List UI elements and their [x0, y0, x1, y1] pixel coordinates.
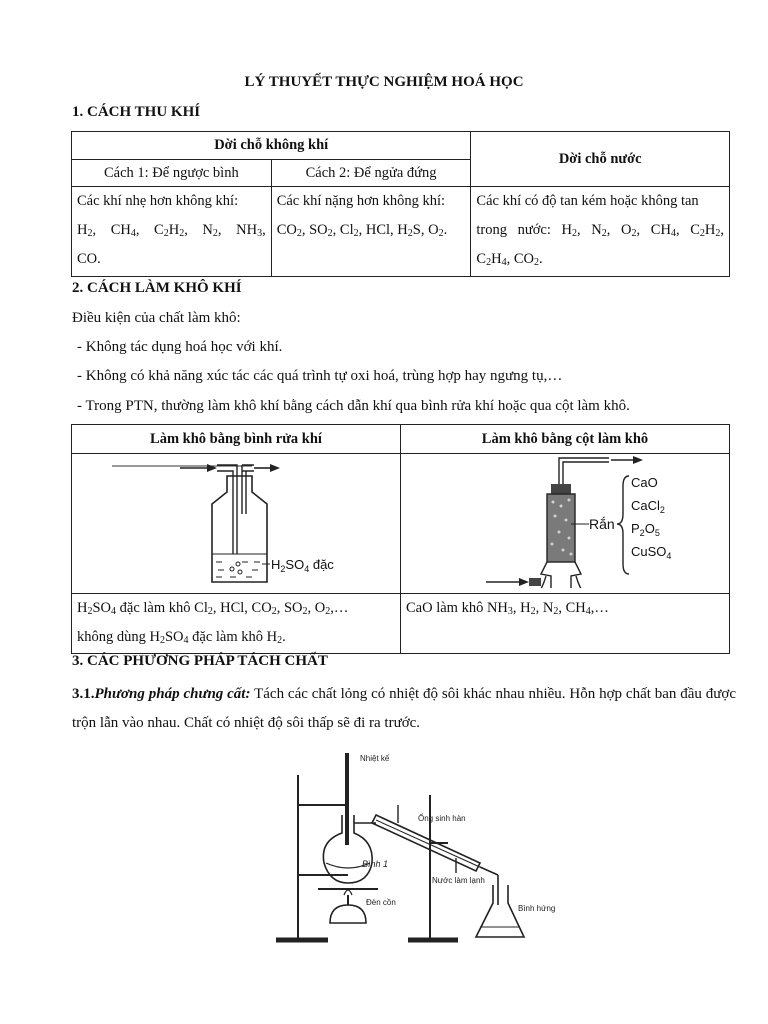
- section1-heading: 1. CÁCH THU KHÍ: [72, 104, 201, 120]
- header-drying-column: Làm khô bằng cột làm khô: [401, 425, 730, 454]
- section3-heading: 3. CÁC PHƯƠNG PHÁP TÁCH CHẤT: [72, 653, 328, 669]
- water-gases-list: trong nước: $H_2$, $N_2$, $O_2$, $CH_4$, $C_2H_2$,: [476, 222, 724, 239]
- gas-drying-table: [71, 424, 730, 654]
- arrow-out-icon: [270, 464, 280, 472]
- water-gases-last: $C_2H_4$, $CO_2$.: [476, 251, 543, 268]
- header-wash-bottle: Làm khô bằng bình rửa khí: [72, 425, 401, 454]
- thermometer-label: Nhiệt kế: [360, 754, 390, 763]
- alcohol-lamp: [330, 905, 366, 923]
- cell-drying-column-diagram: [401, 454, 730, 594]
- flask-label: Bình 1: [362, 859, 389, 869]
- heavy-gases-list: $CO_2$, $SO_2$, $Cl_2$, HCl, $H_2S$, $O_2$.: [276, 222, 448, 239]
- header-method-2: Cách 2: Để ngửa đứng: [271, 160, 471, 187]
- cell-heavy-gases: [271, 187, 471, 277]
- heavy-gases-intro: Các khí nặng hơn không khí:: [276, 193, 446, 209]
- drying-column: [547, 494, 575, 562]
- condenser-label: Ống sinh hàn: [418, 814, 466, 823]
- ellipsis: …: [333, 600, 349, 616]
- light-gases-list: $H_2$, $CH_4$, $C_2H_2$, $N_2$, $NH_3$,: [77, 222, 266, 239]
- desiccant-1: CaO: [631, 475, 658, 490]
- drying-column-diagram: [401, 454, 729, 588]
- section2-heading: 2. CÁCH LÀM KHÔ KHÍ: [72, 280, 242, 296]
- water-gases-intro: Các khí có độ tan kém hoặc không tan: [476, 193, 699, 209]
- acid-label: $H_2SO_4$ đặc: [271, 557, 334, 574]
- subsection-title: Phương pháp chưng cất:: [94, 686, 251, 702]
- desiccant-2: CaCl$_2$: [631, 498, 665, 515]
- water-gases-prefix: trong nước:: [476, 222, 551, 238]
- solid-label: Rắn: [589, 516, 615, 532]
- light-gases-intro: Các khí nhẹ hơn không khí:: [77, 193, 239, 209]
- page-title: LÝ THUYẾT THỰC NGHIỆM HOÁ HỌC: [244, 74, 524, 90]
- arrow-in-icon: [519, 578, 529, 586]
- drying-conditions-intro: Điều kiện của chất làm khô:: [72, 310, 241, 326]
- arrow-out-icon: [633, 456, 643, 464]
- condition-bullet-1: - Không tác dụng hoá học với khí.: [77, 339, 283, 355]
- desiccant-3: $P_2O_5$: [631, 521, 660, 538]
- h2so4-note-line1: $H_2SO_4$ đặc làm khô $Cl_2$, HCl, $CO_2$, $SO_2$, $O_2,\dots$: [77, 600, 349, 617]
- header-water-displacement: Dời chỗ nước: [471, 132, 730, 187]
- desiccant-4: CuSO$_4$: [631, 544, 672, 561]
- column-outlet-tube: [559, 458, 609, 484]
- cao-note: CaO làm khô $NH_3$, $H_2$, $N_2$, $CH_4,\dots$: [406, 600, 609, 617]
- cell-cao-note: [401, 594, 730, 654]
- receiving-flask: [476, 885, 524, 937]
- receiver-label: Bình hứng: [518, 904, 556, 913]
- wash-bottle-diagram: [72, 454, 400, 588]
- condition-bullet-3: - Trong PTN, thường làm khô khí bằng cách dẫn khí qua bình rửa khí hoặc qua cột làm khô.: [77, 398, 630, 414]
- brace: [617, 476, 629, 574]
- cell-light-gases: [72, 187, 272, 277]
- arrow-in-icon: [207, 464, 217, 472]
- subsection-text: Tách các chất lỏng có nhiệt độ sôi khác nhau nhiều. Hỗn hợp chất ban đầu được trộn lẫn vào nhau. Chất có nhiệt độ sôi thấp sẽ đi ra trước.: [72, 686, 737, 731]
- gas-collection-table: [71, 131, 730, 277]
- lamp-label: Đèn cồn: [366, 898, 396, 907]
- cell-water-gases: [471, 187, 730, 277]
- distillation-paragraph: [72, 680, 736, 738]
- cooling-water-label: Nước làm lạnh: [432, 876, 485, 885]
- light-gases-last: CO.: [77, 251, 101, 267]
- distillation-figure: [268, 745, 568, 945]
- header-method-1: Cách 1: Để ngược bình: [72, 160, 272, 187]
- subsection-number: 3.1.: [72, 686, 95, 702]
- wash-bottle: [212, 476, 267, 582]
- h2so4-note-line2: không dùng $H_2SO_4$ đặc làm khô $H_2$.: [77, 629, 286, 646]
- cell-wash-bottle-diagram: [72, 454, 401, 594]
- condition-bullet-2: - Không có khả năng xúc tác các quá trình tự oxi hoá, trùng hợp hay ngưng tụ,…: [77, 368, 563, 384]
- column-stopper: [551, 484, 571, 494]
- header-air-displacement: Dời chỗ không khí: [72, 132, 471, 160]
- cell-h2so4-note: [72, 594, 401, 654]
